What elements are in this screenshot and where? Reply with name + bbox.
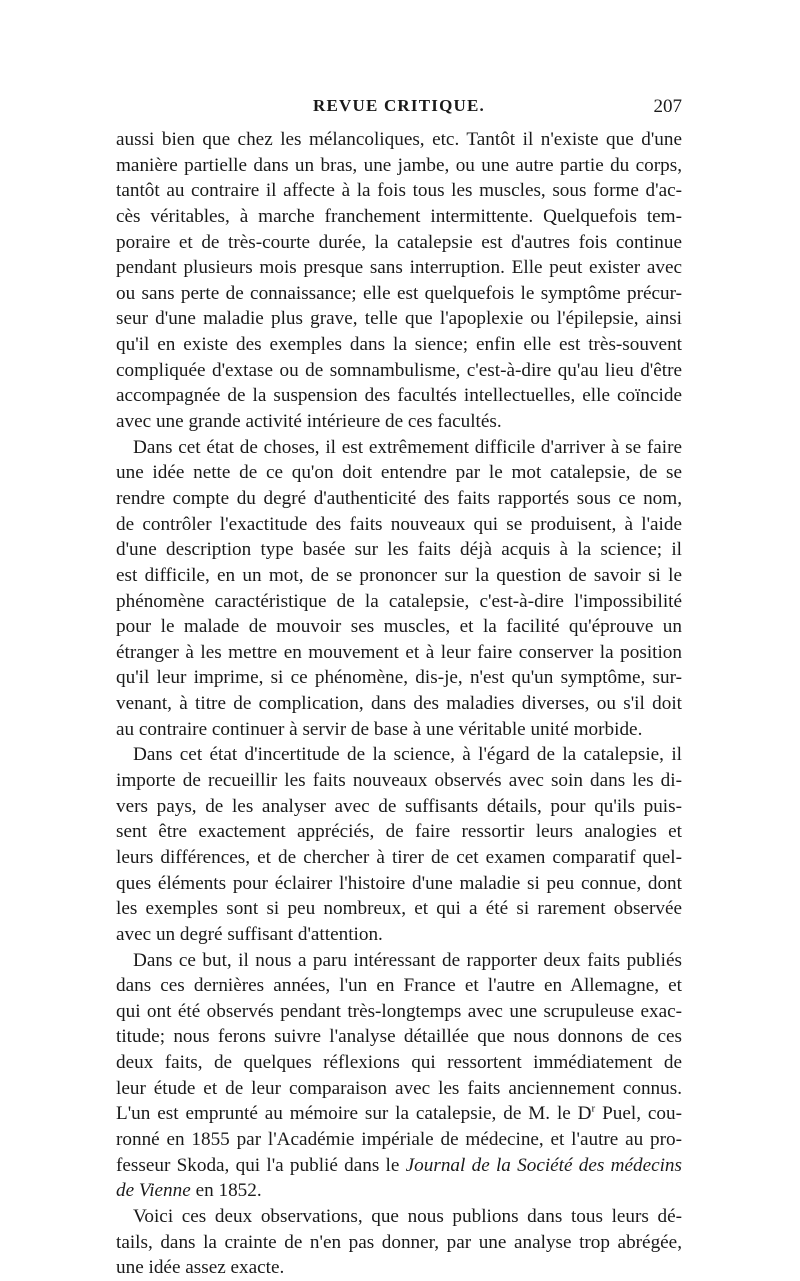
text-line: deux faits, de quelques réflexions qui ressortent immédiatement de <box>116 1052 682 1074</box>
page-header <box>116 96 682 124</box>
paragraph-end-line: une idée assez exacte. <box>116 1257 285 1279</box>
text-line: tantôt au contraire il affecte à la fois tous les muscles, sous forme d'ac- <box>116 180 682 202</box>
text-line: manière partielle dans un bras, une jambe, ou une autre partie du corps, <box>116 154 682 176</box>
line-end: Puel, cou- <box>595 1103 682 1125</box>
line-start: L'un est emprunté au mémoire sur la catalepsie, de M. le D <box>116 1103 592 1125</box>
text-line: cès véritables, à marche franchement intermittente. Quelquefois tem- <box>116 205 682 227</box>
text-line: les exemples sont si peu nombreux, et qui a été si rarement observée <box>116 898 682 920</box>
text-line: phénomène caractéristique de la catalepsie, c'est-à-dire l'impossibilité <box>116 590 682 612</box>
year: en 1852. <box>190 1180 262 1202</box>
text-line: dans ces dernières années, l'un en France et l'autre en Allemagne, et <box>116 975 682 997</box>
text-line: de contrôler l'exactitude des faits nouveaux qui se produisent, à l'aide <box>116 513 682 535</box>
text-line: poraire et de très-courte durée, la catalepsie est d'autres fois continue <box>116 231 682 253</box>
line-start: fesseur Skoda, qui l'a publié dans le <box>116 1154 400 1176</box>
paragraph-start-line: Dans cet état d'incertitude de la science, à l'égard de la catalepsie, il <box>133 744 682 766</box>
paragraph-end-line: au contraire continuer à servir de base à une véritable unité morbide. <box>116 718 643 740</box>
text-line: ques éléments pour éclairer l'histoire d'une maladie si peu connue, dont <box>116 872 682 894</box>
text-line: importe de recueillir les faits nouveaux observés avec soin dans les di- <box>116 770 682 792</box>
text-line: ronné en 1855 par l'Académie impériale de médecine, et l'autre au pro- <box>116 1128 682 1150</box>
doctor-abbrev-sup: r <box>591 1102 596 1115</box>
journal-title: Journal de la Société des médecins <box>405 1154 682 1176</box>
text-line: pour le malade de mouvoir ses muscles, et la facilité qu'éprouve un <box>116 616 682 638</box>
journal-title-end: de Vienne <box>116 1180 191 1202</box>
text-line: leur étude et de leur comparaison avec les faits anciennement connus. <box>116 1077 682 1099</box>
text-line: venant, à titre de complication, dans des maladies diverses, ou s'il doit <box>116 693 682 715</box>
text-line: titude; nous ferons suivre l'analyse détaillée que nous donnons de ces <box>116 1026 682 1048</box>
text-line: vers pays, de les analyser avec de suffisants détails, pour qu'ils puis- <box>116 795 682 817</box>
text-line: qu'il leur imprime, si ce phénomène, dis-je, n'est qu'un symptôme, sur- <box>116 667 682 689</box>
body-text <box>116 127 682 1281</box>
text-line: qui ont été observés pendant très-longtemps avec une scrupuleuse exac- <box>116 1000 682 1022</box>
running-head: REVUE CRITIQUE. <box>313 96 485 115</box>
paragraph-end-line <box>116 1178 682 1204</box>
text-line: qu'il en existe des exemples dans la sience; enfin elle est très-souvent <box>116 334 682 356</box>
text-line: ou sans perte de connaissance; elle est quelquefois le symptôme précur- <box>116 282 682 304</box>
text-line: pendant plusieurs mois presque sans interruption. Elle peut exister avec <box>116 257 682 279</box>
paragraph-end-line: avec une grande activité intérieure de ces facultés. <box>116 411 502 433</box>
text-line: compliquée d'extase ou de somnambulisme, c'est-à-dire qu'au lieu d'être <box>116 359 682 381</box>
paragraph-start-line: Dans ce but, il nous a paru intéressant de rapporter deux faits publiés <box>133 949 682 971</box>
text-line-with-italic <box>116 1153 682 1179</box>
text-line: une idée nette de ce qu'on doit entendre par le mot catalepsie, de se <box>116 462 682 484</box>
text-line: seur d'une maladie plus grave, telle que l'apoplexie ou l'épilepsie, ainsi <box>116 308 682 330</box>
text-line: d'une description type basée sur les faits déjà acquis à la science; il <box>116 539 682 561</box>
text-line: sent être exactement appréciés, de faire ressortir leurs analogies et <box>116 821 682 843</box>
text-line: étranger à les mettre en mouvement et à leur faire conserver la position <box>116 641 682 663</box>
page-number: 207 <box>653 96 682 117</box>
text-line: tails, dans la crainte de n'en pas donner, par une analyse trop abrégée, <box>116 1231 682 1253</box>
paragraph-start-line: Dans cet état de choses, il est extrêmement difficile d'arriver à se faire <box>133 436 682 458</box>
text-line-with-sup <box>116 1101 682 1127</box>
text-line: leurs différences, et de chercher à tirer de cet examen comparatif quel- <box>116 846 682 868</box>
text-line: est difficile, en un mot, de se prononcer sur la question de savoir si le <box>116 564 682 586</box>
text-line: accompagnée de la suspension des facultés intellectuelles, elle coïncide <box>116 385 682 407</box>
paragraph-end-line: avec un degré suffisant d'attention. <box>116 923 383 945</box>
text-line: rendre compte du degré d'authenticité des faits rapportés sous ce nom, <box>116 487 682 509</box>
text-line: aussi bien que chez les mélancoliques, etc. Tantôt il n'existe que d'une <box>116 129 682 150</box>
paragraph-start-line: Voici ces deux observations, que nous publions dans tous leurs dé- <box>133 1205 682 1227</box>
